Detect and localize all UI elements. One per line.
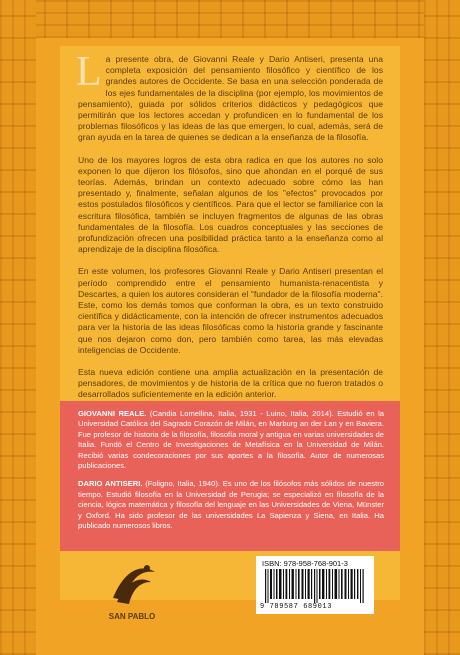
isbn-label: ISBN: 978-958-768-901-3 — [262, 559, 348, 568]
synopsis-paragraph-4: Esta nueva edición contiene una amplia actualización en la presentación de pensadores, de movimientos y de historia de la crítica que no fueron tratados o desarrollados suficientemente en la edición anterior. — [78, 367, 383, 400]
synopsis-paragraph-2: Uno de los mayores logros de esta obra radica en que los autores no solo exponen lo que dijeron los filósofos, sino que ahondan en el porqué de sus teorías. Además, brindan un contexto adecuado sobre cómo las han presentado y, finalmente, señalan algunos de los "efectos" provocados por estos postulados filosóficos y científicos. Para que el lector se familiarice con la escritura filosófica, también se incluyen fragmentos de algunas de las obras fundamentales de la filosofía. Los cuadros conceptuales y las secciones de profundización ofrecen una posibilidad práctica tanto a la enseñanza como al aprendizaje de la disciplina filosófica. — [78, 154, 383, 255]
author-name-antiseri: DARIO ANTISERI. — [78, 479, 143, 489]
publisher-name: SAN PABLO — [108, 612, 156, 621]
barcode-digits: 9 789587 689013 — [260, 603, 333, 611]
drop-cap: L — [76, 49, 102, 95]
synopsis-paragraph-1: La presente obra, de Giovanni Reale y Dario Antiseri, presenta una completa exposición del pensamiento filosófico y científico de los grandes autores de Occidente. Se basa en una selección ponderada de los ejes fundamentales de la disciplina (por ejemplo, los movimientos de pensamiento), guiada por sólidos criterios didácticos y pedagógicos que permitirán que los lectores accedan y profundicen en lo fundamental de los problemas filosóficos y las ideas de las que emergen, lo cual, además, será de gran ayuda en la tarea de quienes se dedican a la enseñanza de la filosofía. — [76, 49, 383, 143]
greek-key-border-left — [0, 0, 36, 655]
greek-key-border-top — [0, 0, 460, 38]
author-bio-box — [60, 401, 400, 551]
san-pablo-logo-icon — [103, 558, 163, 610]
bio-antiseri: DARIO ANTISERI. (Foligno, Italia, 1940). Es uno de los filósofos más sólidos de nuestro tiempo. Estudió filosofía en la Universidad de Perugia; se especializó en filosofía de la ciencia, lógica matemática y filosofía del lenguaje en las Universidades de Viena, Münster y Oxford. Ha sido profesor de las universidades La Sapienza y Siena, en Italia. Ha publicado numerosos libros. — [78, 479, 384, 531]
isbn-barcode-box — [256, 556, 374, 614]
synopsis — [76, 49, 383, 412]
barcode-icon — [263, 569, 367, 603]
greek-key-border-right — [424, 0, 460, 655]
bio-reale: GIOVANNI REALE. (Candia Lomellina, Italia, 1931 - Luino, Italia, 2014). Estudió en la Universidad Católica del Sagrado Corazón de Milán, en Marburg an der Lan y en Baviera. Fue profesor de historia de la filosofía, filosofía moral y antigua en varias universidades de Italia. Fundó el Centro de Investigaciones de Metafísica en la Universidad de Milán. Recibió varias condecoraciones por sus aportes a la filosofía. Autor de numerosas publicaciones. — [78, 409, 384, 471]
synopsis-paragraph-3: En este volumen, los profesores Giovanni Reale y Dario Antiseri presentan el período comprendido entre el pensamiento humanista-renacentista y Descartes, a quien los autores consideran el "fundador de la filosofía moderna". Este, como los demás tomos que conforman la obra, es un texto construido científica y didácticamente, con la intención de ofrecer instrumentos adecuados para ver la historia de las ideas filosóficas como la historia grande y fascinante que nos dejaron como don, pero también como tarea, las más elevadas inteligencias de Occidente. — [78, 266, 383, 355]
author-name-reale: GIOVANNI REALE. — [78, 409, 147, 418]
